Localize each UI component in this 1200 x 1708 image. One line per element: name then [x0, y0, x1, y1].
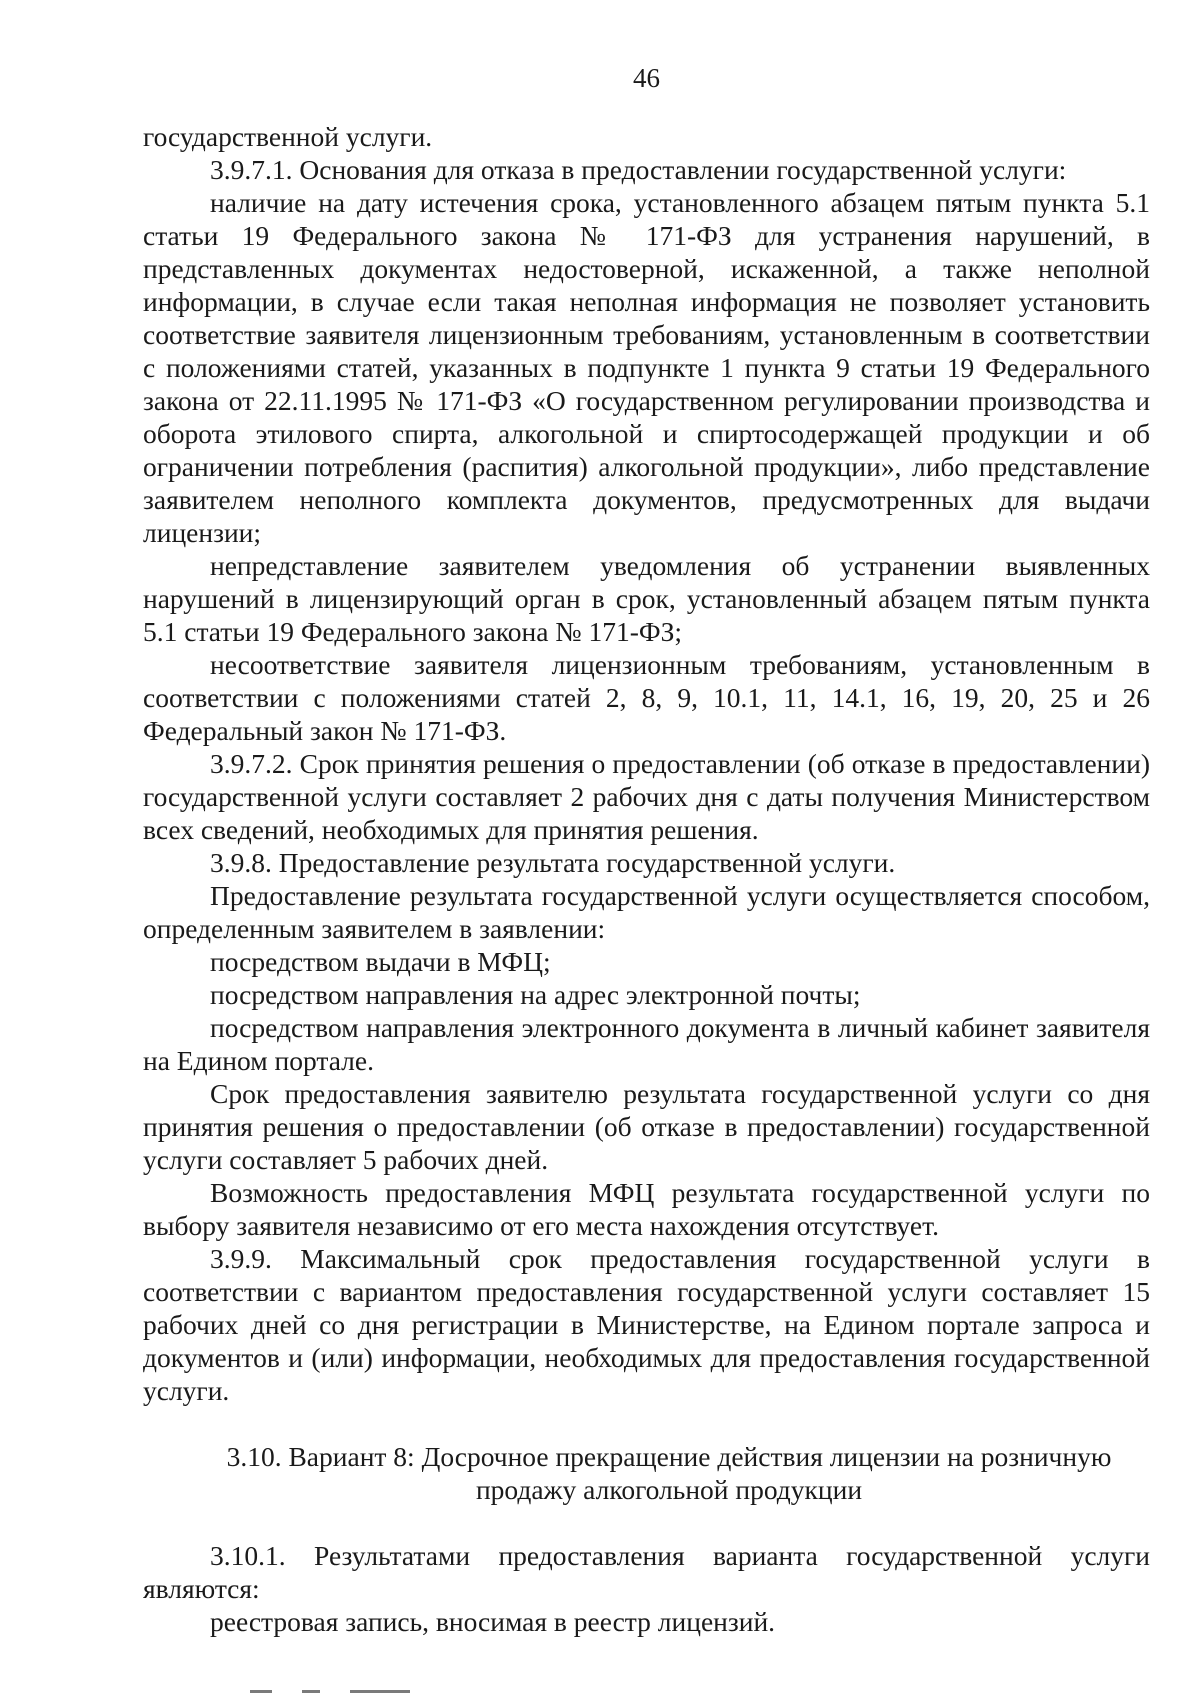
paragraph-3-9-7-2: 3.9.7.2. Срок принятия решения о предоставлении (об отказе в предоставлении) государственной услуги составляет 2 рабочих дня с даты получения Министерством всех сведений, необходимых для принятия решения. [143, 748, 1150, 845]
page-number: 46 [633, 63, 660, 93]
paragraph-3-9-7-1: 3.9.7.1. Основания для отказа в предоставлении государственной услуги: [210, 154, 1067, 185]
cut-off-text-artifact [250, 1690, 550, 1696]
paragraph-mfc-possibility: Возможность предоставления МФЦ результата государственной услуги по выбору заявителя независимо от его места нахождения отсутствует. [143, 1177, 1150, 1241]
paragraph-registry-entry: реестровая запись, вносимая в реестр лицензий. [210, 1606, 776, 1637]
paragraph-refusal-ground-1: наличие на дату истечения срока, установленного абзацем пятым пункта 5.1 статьи 19 Федерального закона № 171-ФЗ для устранения нарушений, в представленных документах недостоверной, искаженной, а также неполной информации, в случае если такая неполная информация не позволяет установить соответствие заявителя лицензионным требованиям, установленным в соответствии с положениями статей, указанных в подпункте 1 пункта 9 статьи 19 Федерального закона от 22.11.1995 № 171-ФЗ «О государственном регулировании производства и оборота этилового спирта, алкогольной и спиртосодержащей продукции и об ограничении потребления (распития) алкогольной продукции», либо представление заявителем неполного комплекта документов, предусмотренных для выдачи лицензии; [143, 187, 1150, 548]
paragraph-refusal-ground-3: несоответствие заявителя лицензионным требованиям, установленным в соответствии с положениями статей 2, 8, 9, 10.1, 11, 14.1, 16, 19, 20, 25 и 26 Федеральный закон № 171-ФЗ. [143, 649, 1150, 746]
paragraph-3-9-8: 3.9.8. Предоставление результата государственной услуги. [210, 847, 896, 878]
document-body [143, 120, 1150, 1638]
paragraph-3-10-1: 3.10.1. Результатами предоставления варианта государственной услуги являются: [143, 1540, 1150, 1604]
paragraph-refusal-ground-2: непредставление заявителем уведомления об устранении выявленных нарушений в лицензирующий орган в срок, установленный абзацем пятым пункта 5.1 статьи 19 Федерального закона № 171-ФЗ; [143, 550, 1150, 647]
list-item-portal: посредством направления электронного документа в личный кабинет заявителя на Едином портале. [143, 1012, 1150, 1076]
section-heading-3-10: 3.10. Вариант 8: Досрочное прекращение действия лицензии на розничную продажу алкогольной продукции [226, 1441, 1112, 1505]
paragraph-3-9-9: 3.9.9. Максимальный срок предоставления государственной услуги в соответствии с вариантом предоставления государственной услуги составляет 15 рабочих дней со дня регистрации в Министерстве, на Едином портале запроса и документов и (или) информации, необходимых для предоставления государственной услуги. [143, 1243, 1150, 1406]
list-item-mfc: посредством выдачи в МФЦ; [210, 946, 551, 977]
paragraph-result-method: Предоставление результата государственной услуги осуществляется способом, определенным заявителем в заявлении: [143, 880, 1150, 944]
paragraph-continuation: государственной услуги. [143, 121, 433, 152]
paragraph-result-term: Срок предоставления заявителю результата государственной услуги со дня принятия решения о предоставлении (об отказе в предоставлении) государственной услуги составляет 5 рабочих дней. [143, 1078, 1150, 1175]
list-item-email: посредством направления на адрес электронной почты; [210, 979, 861, 1010]
